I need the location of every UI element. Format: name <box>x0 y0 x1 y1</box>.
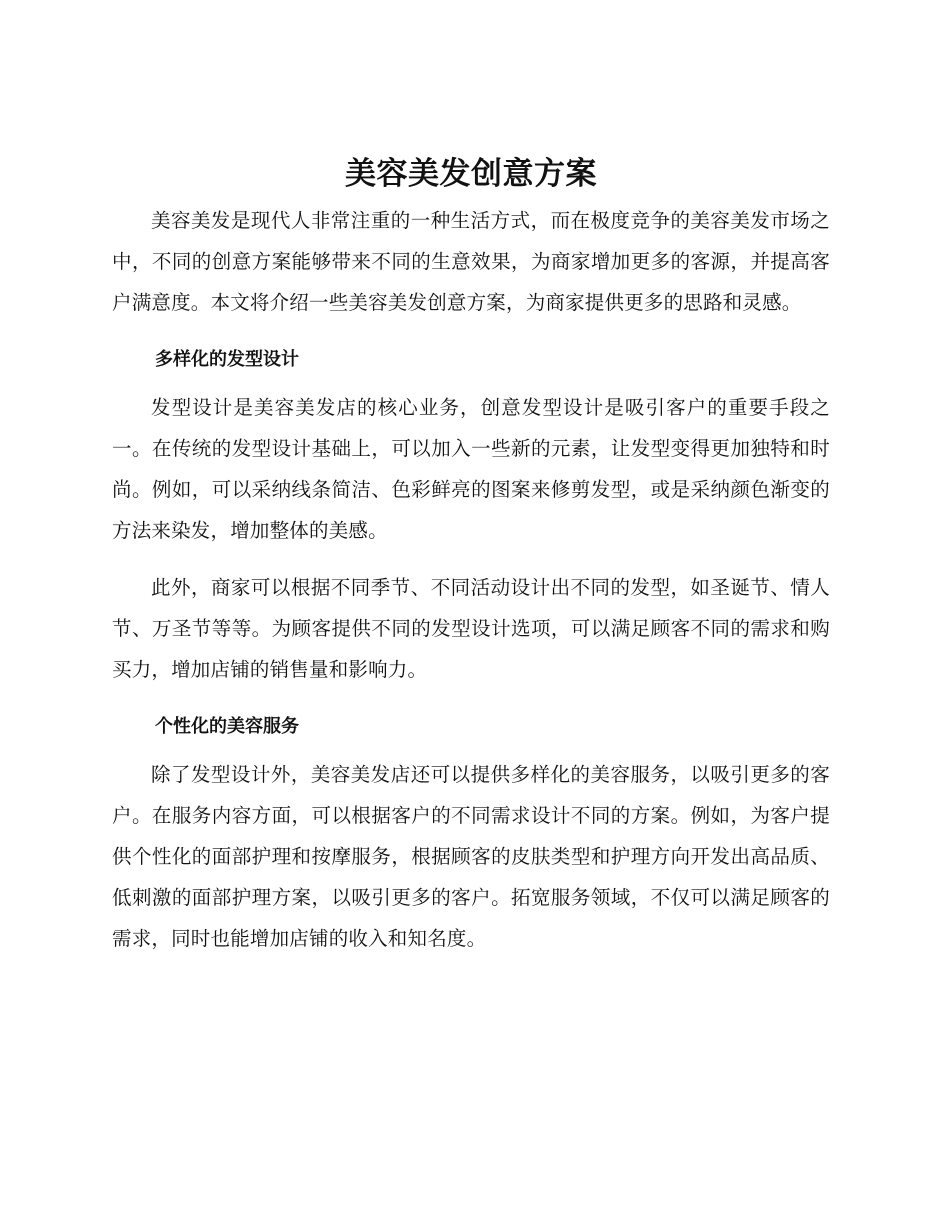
document-page <box>112 148 830 959</box>
hairstyle-paragraph-1: 发型设计是美容美发店的核心业务，创意发型设计是吸引客户的重要手段之一。在传统的发型设计基础上，可以加入一些新的元素，让发型变得更加独特和时尚。例如，可以采纳线条简洁、色彩鲜亮的图案来修剪发型，或是采纳颜色渐变的方法来染发，增加整体的美感。 <box>112 396 830 542</box>
section-heading-beauty-service: 个性化的美容服务 <box>155 716 299 737</box>
beauty-service-paragraph-1: 除了发型设计外，美容美发店还可以提供多样化的美容服务，以吸引更多的客户。在服务内容方面，可以根据客户的不同需求设计不同的方案。例如，为客户提供个性化的面部护理和按摩服务，根据顾客的皮肤类型和护理方向开发出高品质、低刺激的面部护理方案，以吸引更多的客户。拓宽服务领域，不仅可以满足顾客的需求，同时也能增加店铺的收入和知名度。 <box>112 763 830 950</box>
section-heading-hairstyle: 多样化的发型设计 <box>155 349 299 370</box>
document-title: 美容美发创意方案 <box>345 156 597 192</box>
hairstyle-paragraph-2: 此外，商家可以根据不同季节、不同活动设计出不同的发型，如圣诞节、情人节、万圣节等等。为顾客提供不同的发型设计选项，可以满足顾客不同的需求和购买力，增加店铺的销售量和影响力。 <box>112 576 830 681</box>
intro-paragraph: 美容美发是现代人非常注重的一种生活方式，而在极度竞争的美容美发市场之中，不同的创意方案能够带来不同的生意效果，为商家增加更多的客源，并提高客户满意度。本文将介绍一些美容美发创意方案，为商家提供更多的思路和灵感。 <box>112 209 830 314</box>
paragraph-gap <box>112 551 830 567</box>
